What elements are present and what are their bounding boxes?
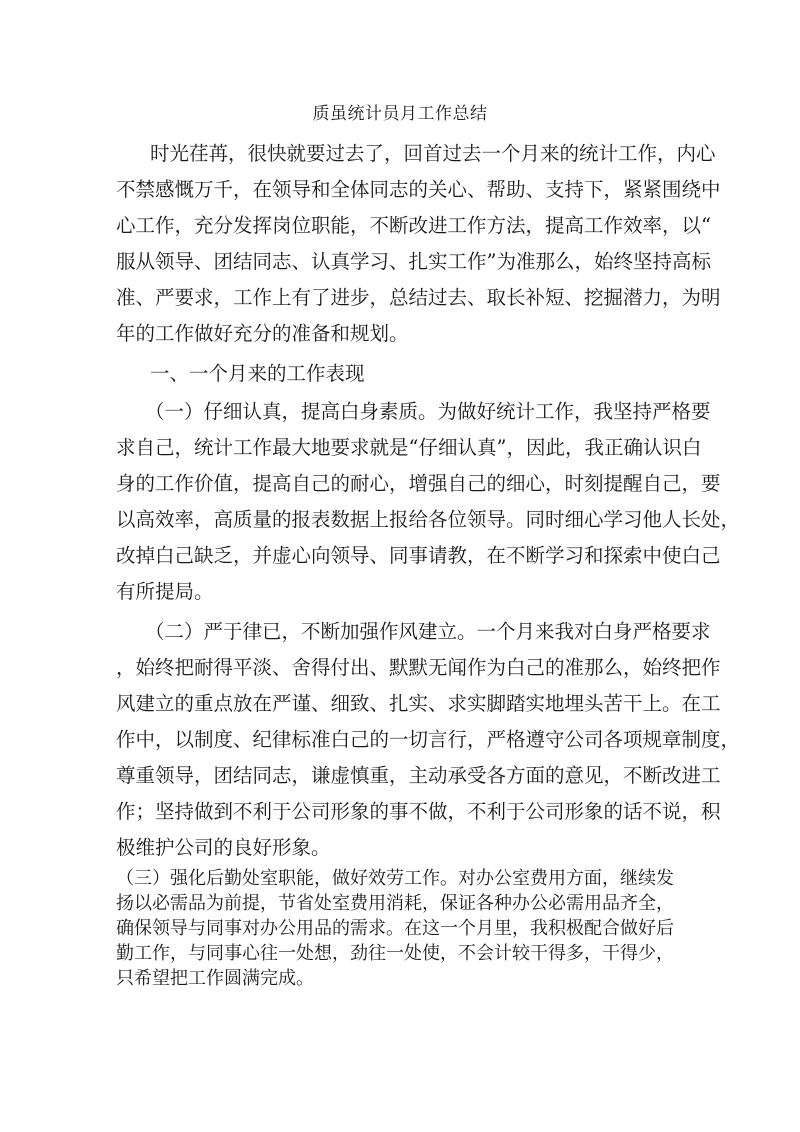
paragraph-line: 不禁感慨万千，在领导和全体同志的关心、帮助、支持下，紧紧围绕中 (116, 178, 721, 201)
paragraph-line: 以高效率，高质量的报表数据上报给各位领导。同时细心学习他人长处， (116, 508, 741, 531)
paragraph-line: 极维护公司的良好形象。 (116, 836, 331, 859)
paragraph-line: 扬以必需品为前提，节省处室费用消耗，保证各种办公必需用品齐全， (116, 893, 674, 914)
paragraph-line: 时光荏苒，很快就要过去了，回首过去一个月来的统计工作，内心 (150, 142, 716, 165)
paragraph-line: 求自己，统计工作最大地要求就是“仔细认真”，因此，我正确认识白 (116, 436, 702, 459)
paragraph-line: 心工作，充分发挥岗位职能，不断改进工作方法，提高工作效率，以“ (116, 214, 711, 237)
paragraph-line: （一）仔细认真，提高白身素质。为做好统计工作，我坚持严格要 (145, 400, 711, 423)
paragraph-line: 作；坚持做到不利于公司形象的事不做，不利于公司形象的话不说，积 (116, 800, 721, 823)
paragraph-line: 准、严要求，工作上有了进步，总结过去、取长补短、挖掘潜力，为明 (116, 286, 721, 309)
paragraph-line: 尊重领导，团结同志，谦虚慎重，主动承受各方面的意见，不断改进工 (116, 764, 721, 787)
paragraph-line: 改掉白己缺乏，并虚心向领导、同事请教，在不断学习和探索中使白己 (116, 544, 721, 567)
section-heading: 一、一个月来的工作表现 (150, 362, 365, 385)
paragraph-line: 服从领导、团结同志、认真学习、扎实工作”为准那么，始终坚持高标 (116, 250, 711, 273)
paragraph-line: 风建立的重点放在严谨、细致、扎实、求实脚踏实地埋头苦干上。在工 (116, 692, 721, 715)
paragraph-line: 有所提局。 (116, 580, 214, 603)
document-title: 质虽统计员月工作总结 (312, 104, 488, 124)
paragraph-line: 只希望把工作圆满完成。 (116, 968, 314, 989)
paragraph-line: ，始终把耐得平淡、舍得付出、默默无闻作为白己的准那么，始终把作 (116, 656, 721, 679)
paragraph-line: （二）严于律已，不断加强作风建立。一个月来我对白身严格要求 (145, 620, 711, 643)
paragraph-line: （三）强化后勤处室职能，做好效劳工作。对办公室费用方面，继续发 (116, 868, 674, 889)
paragraph-line: 勤工作，与同事心往一处想，劲往一处使，不会计较干得多，干得少， (116, 943, 674, 964)
paragraph-line: 确保领导与同事对办公用品的需求。在这一个月里，我积极配合做好后 (116, 918, 674, 939)
paragraph-line: 身的工作价值，提高自己的耐心，增强自己的细心，时刻提醒自己，要 (116, 472, 721, 495)
paragraph-line: 年的工作做好充分的准备和规划。 (116, 322, 409, 345)
paragraph-line: 作中，以制度、纪律标准白己的一切言行，严格遵守公司各项规章制度， (116, 728, 741, 751)
